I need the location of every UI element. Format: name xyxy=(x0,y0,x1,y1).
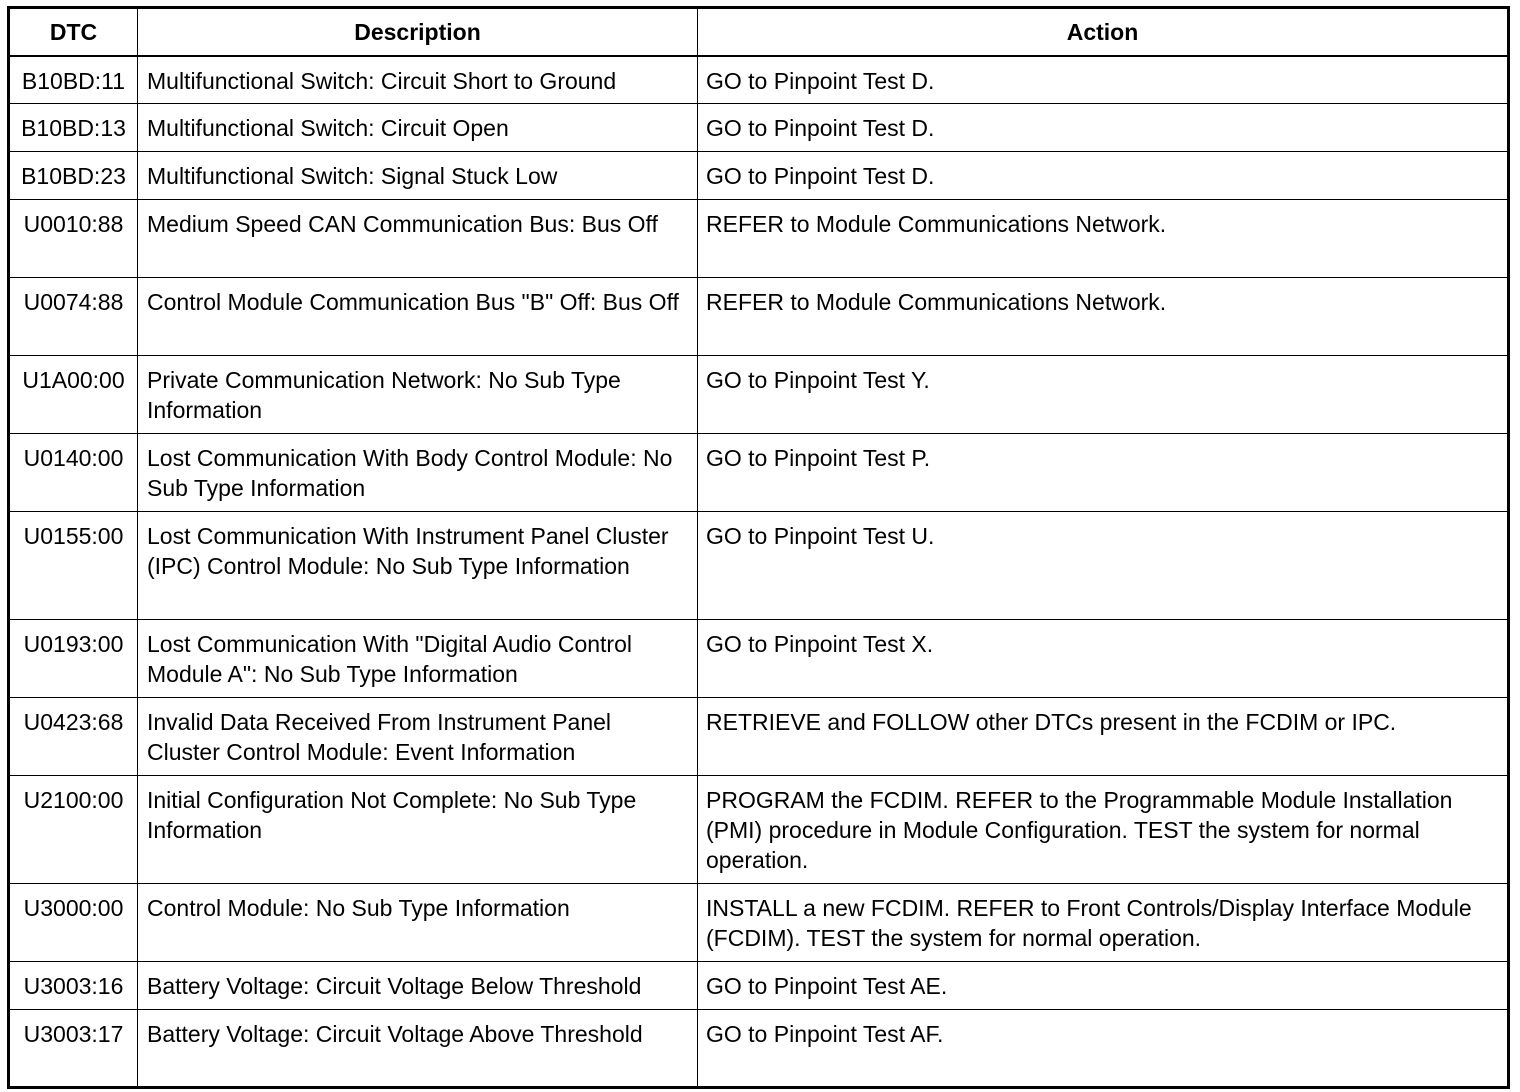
dtc-description: Lost Communication With Body Control Module: No Sub Type Information xyxy=(138,434,698,512)
dtc-code: U0074:88 xyxy=(9,278,138,356)
dtc-description: Medium Speed CAN Communication Bus: Bus Off xyxy=(138,200,698,278)
table-row xyxy=(9,1010,1509,1088)
dtc-description: Private Communication Network: No Sub Type Information xyxy=(138,356,698,434)
dtc-code: U0193:00 xyxy=(9,620,138,698)
dtc-description: Battery Voltage: Circuit Voltage Above Threshold xyxy=(138,1010,698,1088)
dtc-action: INSTALL a new FCDIM. REFER to Front Controls/Display Interface Module (FCDIM). TEST the system for normal operation. xyxy=(698,884,1509,962)
table-row xyxy=(9,200,1509,278)
table-header-row xyxy=(9,8,1509,56)
dtc-action: REFER to Module Communications Network. xyxy=(698,278,1509,356)
dtc-action: RETRIEVE and FOLLOW other DTCs present in the FCDIM or IPC. xyxy=(698,698,1509,776)
dtc-code: B10BD:11 xyxy=(9,56,138,104)
dtc-action: GO to Pinpoint Test U. xyxy=(698,512,1509,620)
table-row xyxy=(9,776,1509,884)
dtc-description: Invalid Data Received From Instrument Panel Cluster Control Module: Event Information xyxy=(138,698,698,776)
dtc-code: U3000:00 xyxy=(9,884,138,962)
dtc-action: GO to Pinpoint Test P. xyxy=(698,434,1509,512)
dtc-action: GO to Pinpoint Test AE. xyxy=(698,962,1509,1010)
dtc-code: B10BD:13 xyxy=(9,104,138,152)
header-description: Description xyxy=(138,8,698,56)
dtc-description: Control Module Communication Bus "B" Off: Bus Off xyxy=(138,278,698,356)
dtc-code: U0010:88 xyxy=(9,200,138,278)
dtc-action: PROGRAM the FCDIM. REFER to the Programmable Module Installation (PMI) procedure in Module Configuration. TEST the system for normal operation. xyxy=(698,776,1509,884)
table-row xyxy=(9,434,1509,512)
dtc-action: GO to Pinpoint Test Y. xyxy=(698,356,1509,434)
dtc-code: B10BD:23 xyxy=(9,152,138,200)
dtc-table xyxy=(7,6,1510,1089)
dtc-description: Multifunctional Switch: Signal Stuck Low xyxy=(138,152,698,200)
dtc-action: REFER to Module Communications Network. xyxy=(698,200,1509,278)
dtc-code: U2100:00 xyxy=(9,776,138,884)
table-row xyxy=(9,884,1509,962)
dtc-code: U0155:00 xyxy=(9,512,138,620)
table-row xyxy=(9,104,1509,152)
dtc-description: Lost Communication With "Digital Audio Control Module A": No Sub Type Information xyxy=(138,620,698,698)
table-row xyxy=(9,356,1509,434)
table-row xyxy=(9,56,1509,104)
dtc-action: GO to Pinpoint Test D. xyxy=(698,56,1509,104)
table-row xyxy=(9,512,1509,620)
dtc-description: Lost Communication With Instrument Panel Cluster (IPC) Control Module: No Sub Type Information xyxy=(138,512,698,620)
table-row xyxy=(9,698,1509,776)
dtc-action: GO to Pinpoint Test D. xyxy=(698,104,1509,152)
table-row xyxy=(9,152,1509,200)
dtc-code: U0140:00 xyxy=(9,434,138,512)
dtc-action: GO to Pinpoint Test D. xyxy=(698,152,1509,200)
header-dtc: DTC xyxy=(9,8,138,56)
dtc-description: Battery Voltage: Circuit Voltage Below Threshold xyxy=(138,962,698,1010)
dtc-action: GO to Pinpoint Test AF. xyxy=(698,1010,1509,1088)
dtc-description: Initial Configuration Not Complete: No Sub Type Information xyxy=(138,776,698,884)
dtc-description: Multifunctional Switch: Circuit Open xyxy=(138,104,698,152)
dtc-description: Control Module: No Sub Type Information xyxy=(138,884,698,962)
table-row xyxy=(9,278,1509,356)
header-action: Action xyxy=(698,8,1509,56)
dtc-code: U1A00:00 xyxy=(9,356,138,434)
table-row xyxy=(9,620,1509,698)
dtc-action: GO to Pinpoint Test X. xyxy=(698,620,1509,698)
table-row xyxy=(9,962,1509,1010)
dtc-code: U0423:68 xyxy=(9,698,138,776)
dtc-code: U3003:17 xyxy=(9,1010,138,1088)
dtc-code: U3003:16 xyxy=(9,962,138,1010)
dtc-description: Multifunctional Switch: Circuit Short to Ground xyxy=(138,56,698,104)
